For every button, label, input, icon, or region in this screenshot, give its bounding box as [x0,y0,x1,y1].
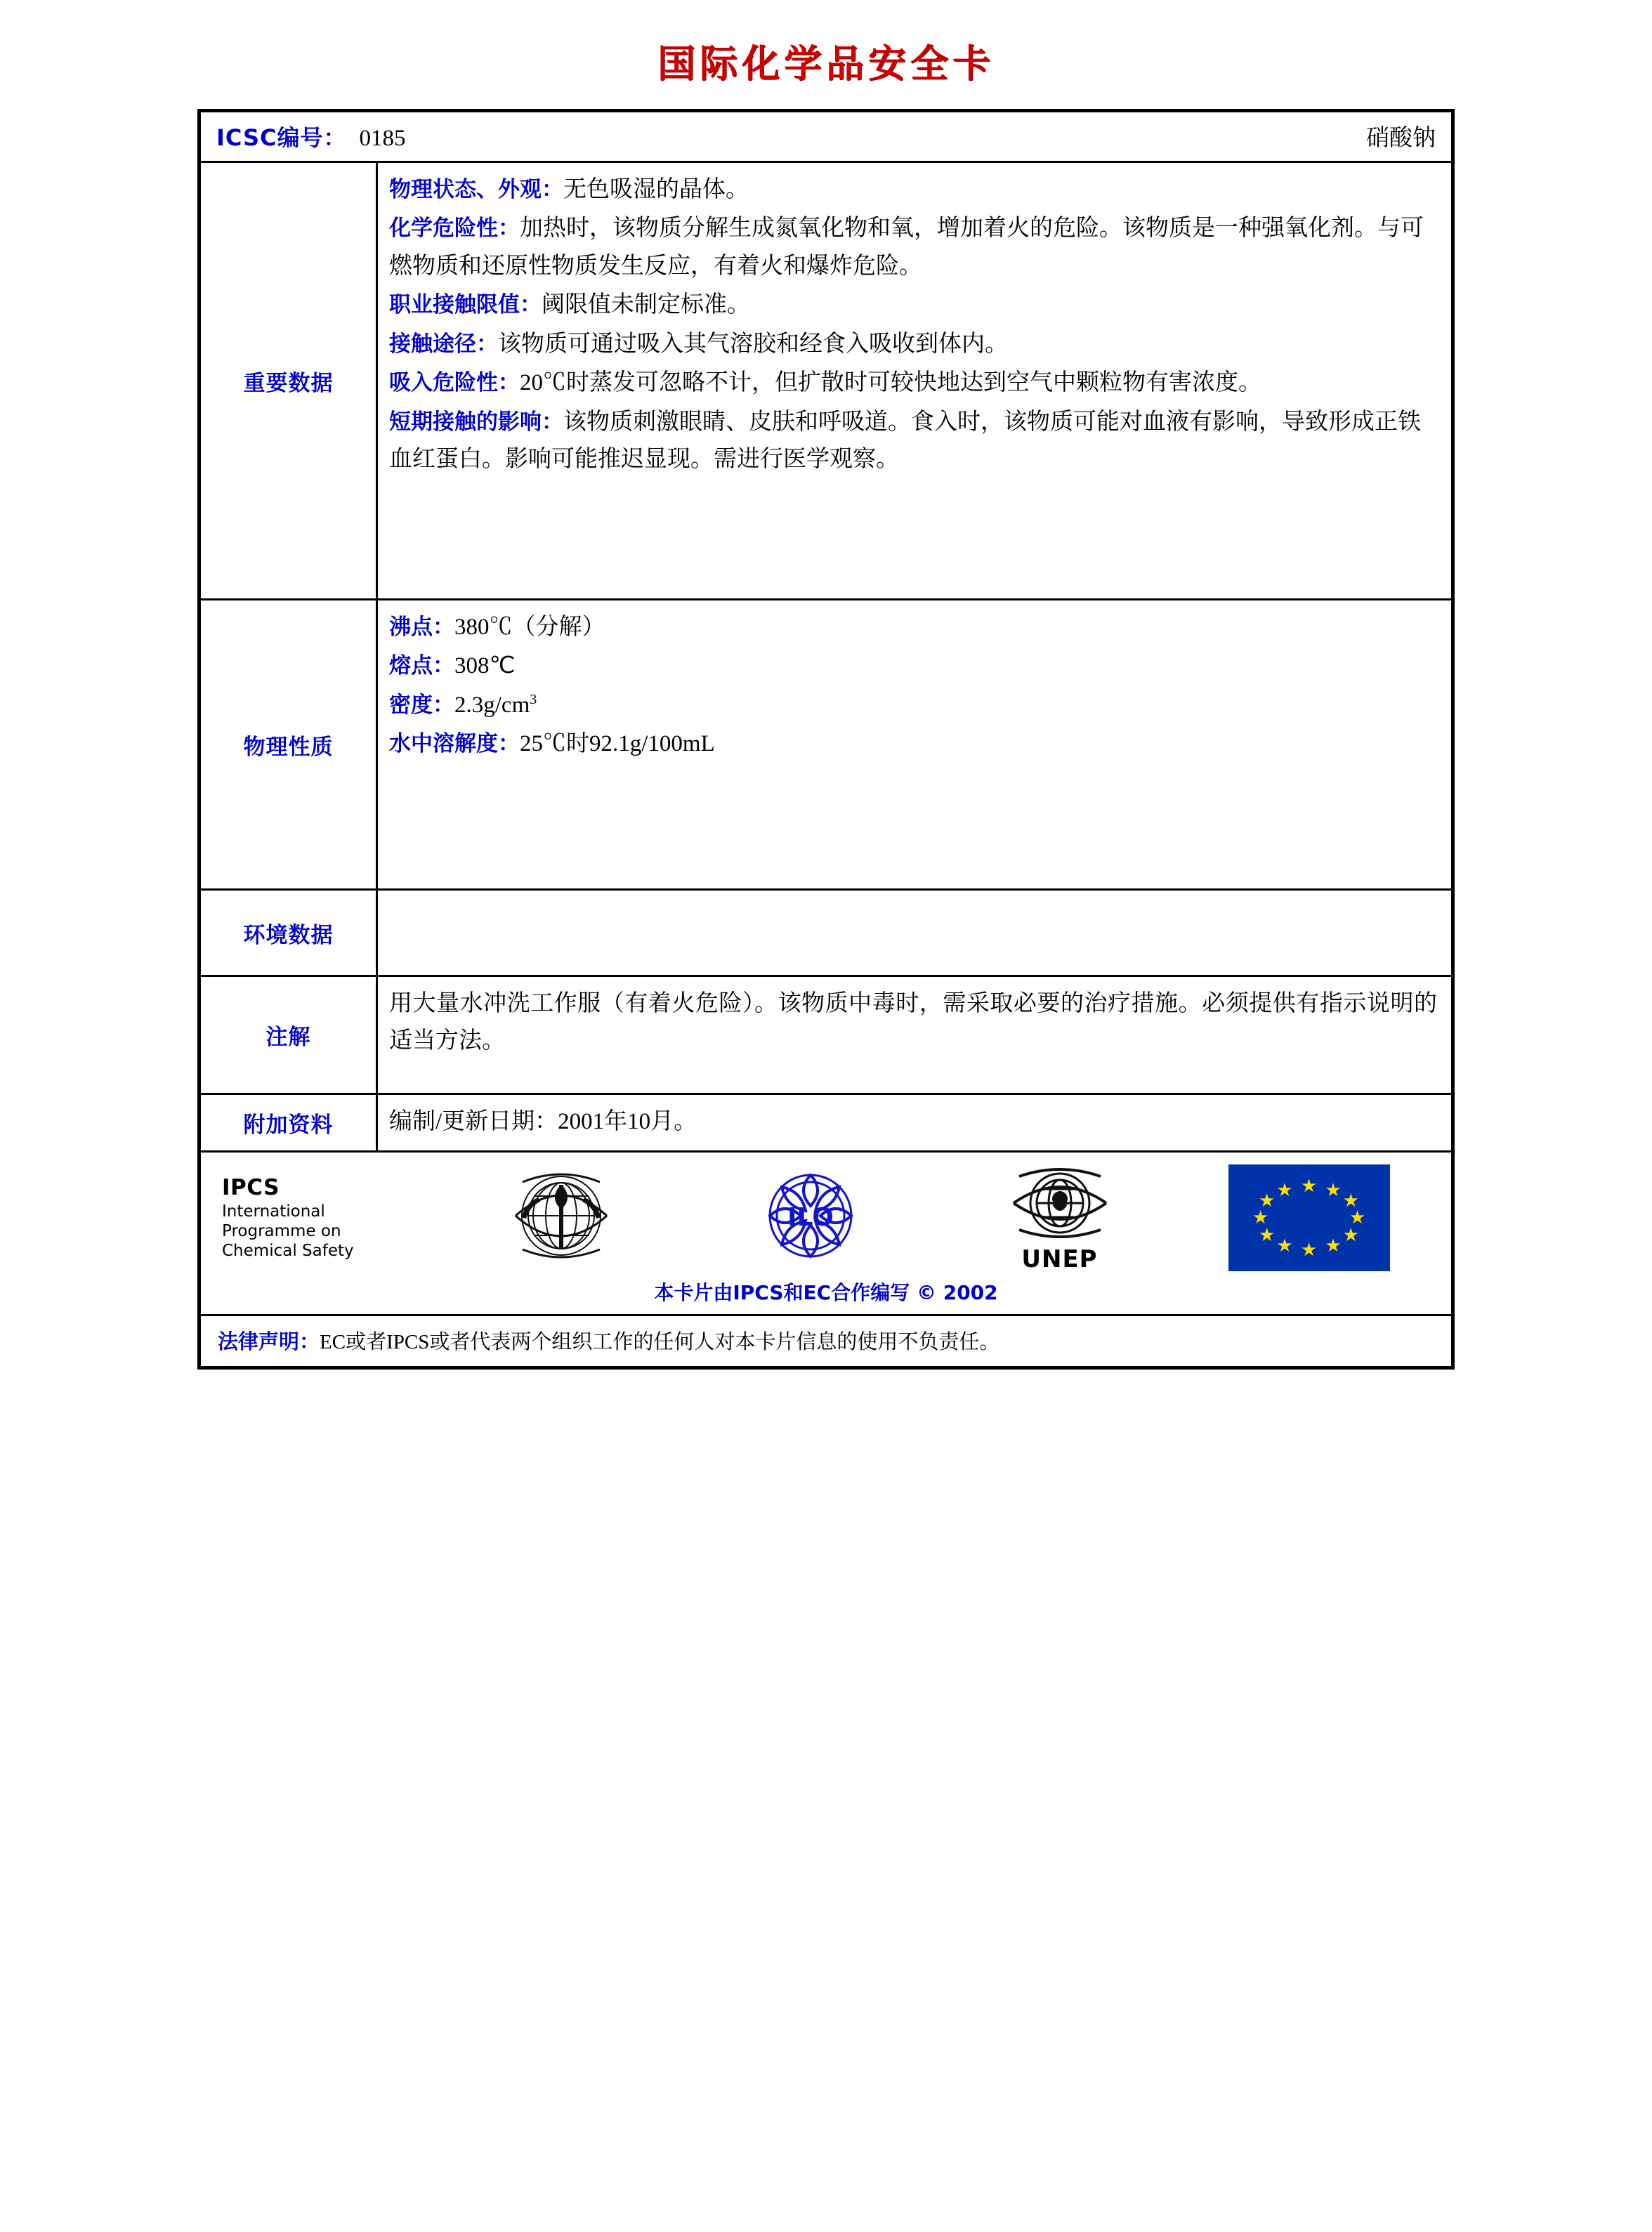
field-boiling-point [389,609,1437,646]
field-key: 物理状态、外观： [389,177,563,202]
field-water-solubility [389,726,1437,763]
ipcs-block [222,1175,433,1261]
field-value: 25℃时92.1g/100mL [520,731,715,757]
field-key: 水中溶解度： [389,731,520,757]
unep-logo [1004,1162,1116,1273]
icsc-number-group [216,120,406,152]
legal-disclaimer [201,1316,1451,1366]
section-label-notes: 注解 [201,977,378,1093]
eu-flag-slot [1188,1164,1430,1271]
ipcs-title: IPCS [222,1175,280,1201]
field-key: 职业接触限值： [389,292,542,318]
field-key: 熔点： [389,653,454,679]
field-physical-state [389,171,1437,209]
section-physical-properties [201,600,1451,891]
ilo-logo-slot [689,1165,931,1271]
eu-flag-icon: ★ ★ ★ ★ ★ ★ ★ ★ ★ ★ ★ ★ [1228,1164,1390,1271]
field-key: 接触途径： [389,331,498,357]
field-inhalation-risk [389,365,1437,402]
ipcs-subtitle-line2: Programme on [222,1222,341,1241]
ipcs-subtitle-line3: Chemical Safety [222,1242,354,1261]
section-content-important-data [378,163,1451,598]
section-additional-info [201,1095,1451,1153]
field-short-term-exposure-effects [389,404,1437,479]
field-key: 沸点： [389,615,454,640]
icsc-number-value: 0185 [359,125,406,151]
field-key: 吸入危险性： [389,370,520,396]
field-key: 化学危险性： [389,216,520,242]
icsc-number-label: ICSC编号： [216,124,347,151]
section-label-environmental-data: 环境数据 [201,891,378,975]
field-value: 加热时，该物质分解生成氮氧化物和氧，增加着火的危险。该物质是一种强氧化剂。与可燃物质和还原性物质发生反应，有着火和爆炸危险。 [389,216,1424,279]
legal-text: EC或者IPCS或者代表两个组织工作的任何人对本卡片信息的使用不负责任。 [320,1331,1000,1354]
section-label-additional-info: 附加资料 [201,1095,378,1150]
field-value: 2.3g/cm [454,692,530,718]
page-title: 国际化学品安全卡 [657,41,995,86]
card-header [201,112,1451,163]
svg-text:ILO: ILO [787,1203,834,1233]
unep-label: UNEP [1021,1245,1098,1274]
section-content-physical-properties [378,600,1451,888]
substance-name: 硝酸钠 [1366,126,1436,151]
ipcs-subtitle-line1: International [222,1202,325,1221]
field-value: 380℃（分解） [454,615,605,640]
field-density [389,687,1437,724]
field-occupational-exposure-limits [389,287,1437,324]
legal-label: 法律声明： [218,1330,320,1354]
field-key: 短期接触的影响： [389,409,563,435]
section-content-environmental-data [378,891,1451,975]
icsc-card [197,109,1455,1370]
who-logo-slot [440,1165,682,1271]
section-content-notes: 用大量水冲洗工作服（有着火危险）。该物质中毒时，需采取必要的治疗措施。必须提供有指示说明的适当方法。 [389,991,1437,1053]
unep-emblem-icon [1004,1162,1116,1248]
section-important-data [201,163,1451,600]
density-exponent: 3 [530,691,537,707]
ilo-logo [747,1165,874,1271]
card-footer [201,1153,1451,1316]
field-key: 密度： [389,692,454,718]
field-value: 该物质可通过吸入其气溶胶和经食入吸收到体内。 [498,331,1008,357]
field-value: 308℃ [454,653,516,679]
field-melting-point [389,648,1437,685]
field-chemical-hazards [389,210,1437,285]
field-value: 该物质刺激眼睛、皮肤和呼吸道。食入时，该物质可能对血液有影响，导致形成正铁血红蛋白。影响可能推迟显现。需进行医学观察。 [389,409,1421,473]
icsc-card-page [0,34,1652,1370]
field-value: 阈限值未制定标准。 [542,292,750,318]
card-credit: 本卡片由IPCS和EC合作编写 © 2002 [654,1281,998,1305]
section-content-additional-info: 编制/更新日期：2001年10月。 [389,1109,697,1134]
section-notes [201,977,1451,1095]
section-label-important-data: 重要数据 [201,163,378,598]
unep-logo-slot [938,1162,1181,1273]
field-value: 无色吸湿的晶体。 [563,177,749,202]
field-routes-of-exposure [389,326,1437,363]
section-environmental-data [201,891,1451,977]
logo-strip [201,1153,1451,1276]
field-value: 20℃时蒸发可忽略不计，但扩散时可较快地达到空气中颗粒物有害浓度。 [520,370,1261,396]
who-logo [501,1165,621,1271]
section-label-physical-properties: 物理性质 [201,600,378,888]
